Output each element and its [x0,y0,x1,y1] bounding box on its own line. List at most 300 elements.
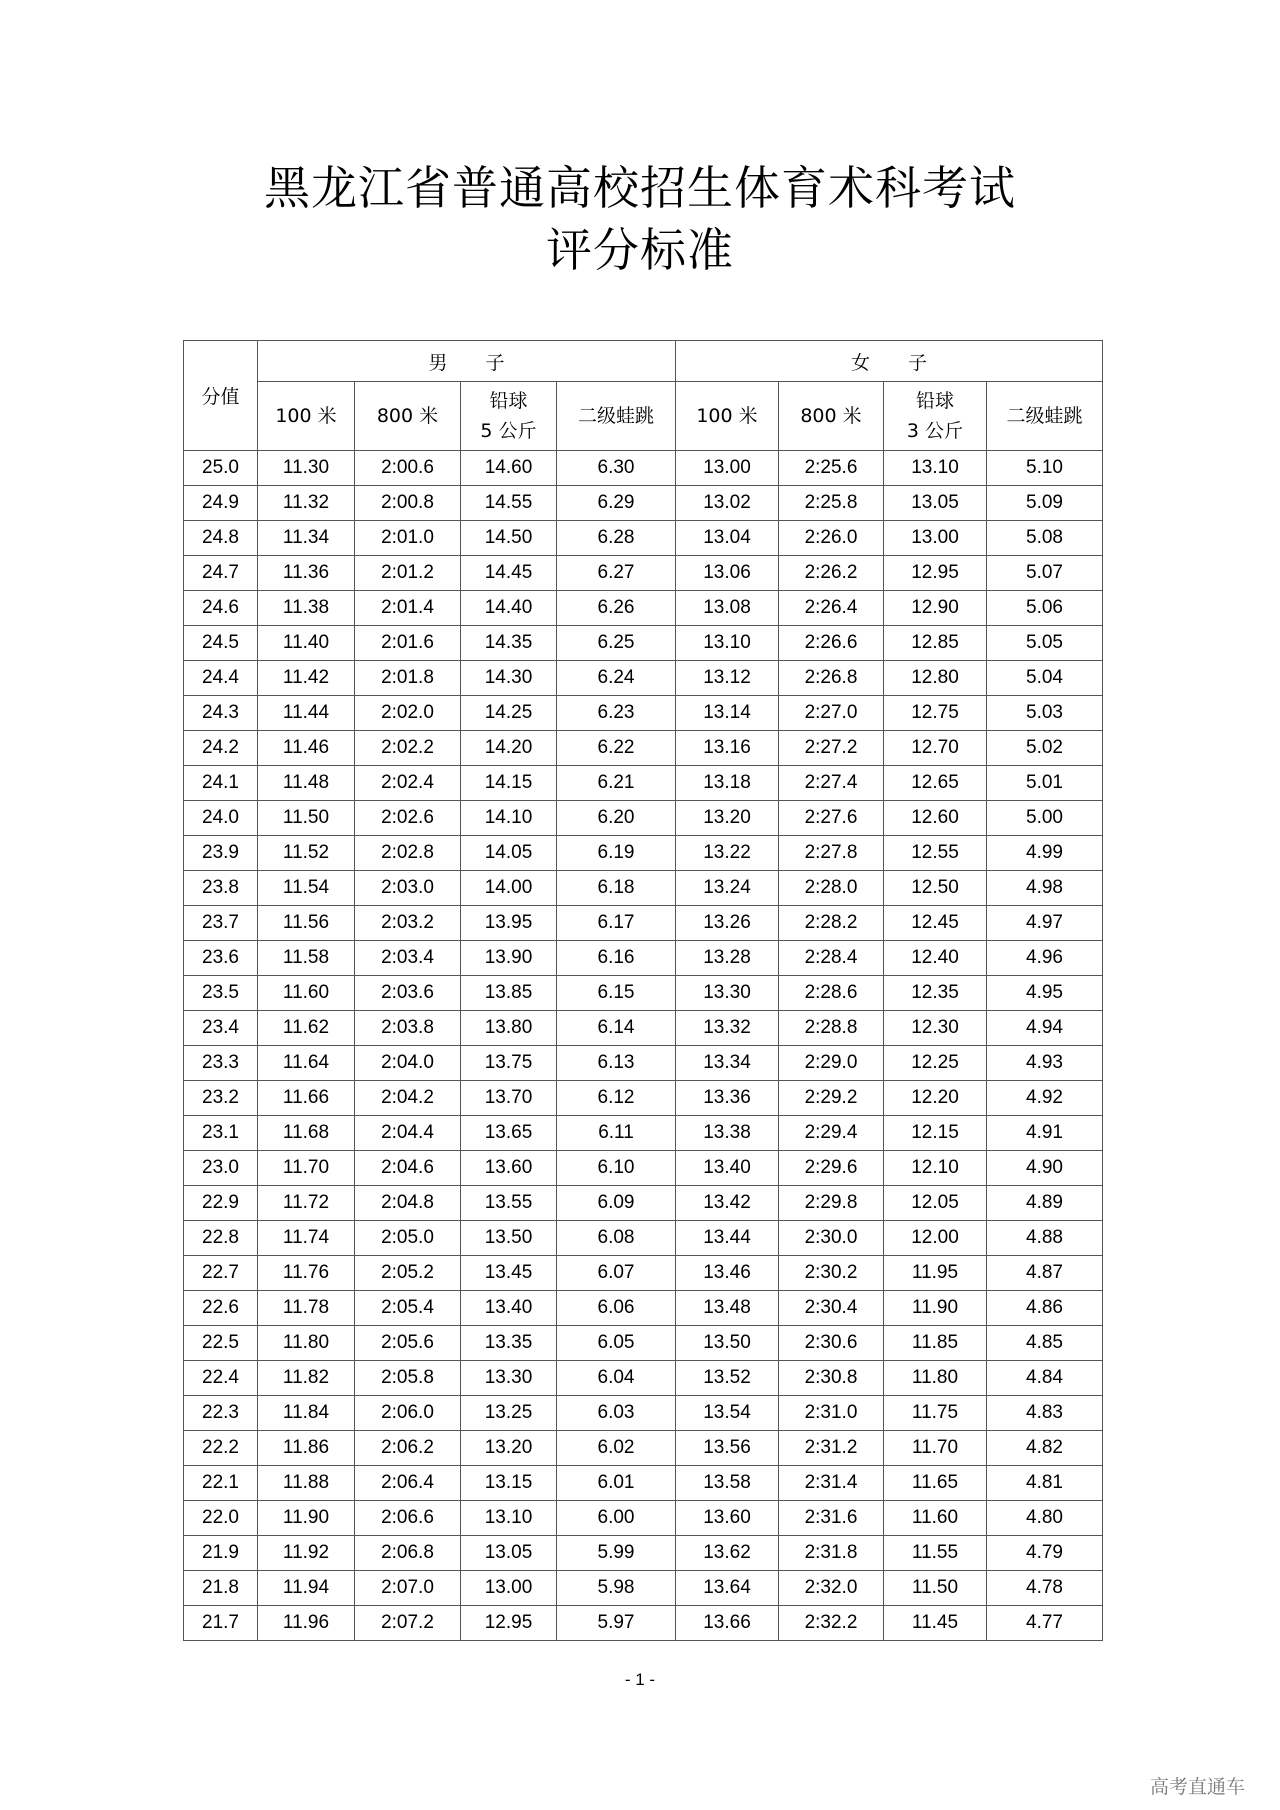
value-cell: 2:07.2 [355,1606,461,1641]
value-cell: 13.60 [676,1501,779,1536]
value-cell: 2:31.2 [779,1431,884,1466]
table-row [184,801,1103,836]
score-cell: 23.4 [184,1011,258,1046]
score-cell: 24.9 [184,486,258,521]
value-cell: 6.13 [557,1046,676,1081]
value-cell: 2:30.2 [779,1256,884,1291]
value-cell: 4.83 [987,1396,1103,1431]
value-cell: 2:29.6 [779,1151,884,1186]
value-cell: 2:06.4 [355,1466,461,1501]
value-cell: 13.22 [676,836,779,871]
value-cell: 2:28.8 [779,1011,884,1046]
value-cell: 11.34 [258,521,355,556]
value-cell: 2:28.0 [779,871,884,906]
value-cell: 13.30 [676,976,779,1011]
value-cell: 4.87 [987,1256,1103,1291]
score-cell: 22.5 [184,1326,258,1361]
score-cell: 23.2 [184,1081,258,1116]
value-cell: 4.92 [987,1081,1103,1116]
value-cell: 6.05 [557,1326,676,1361]
value-cell: 11.95 [884,1256,987,1291]
value-cell: 2:06.8 [355,1536,461,1571]
value-cell: 11.40 [258,626,355,661]
value-cell: 2:04.6 [355,1151,461,1186]
value-cell: 4.88 [987,1221,1103,1256]
table-row [184,486,1103,521]
value-cell: 2:28.6 [779,976,884,1011]
value-cell: 2:05.2 [355,1256,461,1291]
value-cell: 2:03.2 [355,906,461,941]
value-cell: 13.14 [676,696,779,731]
value-cell: 13.40 [676,1151,779,1186]
value-cell: 4.99 [987,836,1103,871]
score-cell: 22.1 [184,1466,258,1501]
value-cell: 6.12 [557,1081,676,1116]
value-cell: 13.38 [676,1116,779,1151]
value-cell: 4.89 [987,1186,1103,1221]
value-cell: 13.44 [676,1221,779,1256]
value-cell: 12.45 [884,906,987,941]
value-cell: 2:01.6 [355,626,461,661]
value-cell: 4.95 [987,976,1103,1011]
value-cell: 6.25 [557,626,676,661]
value-cell: 12.70 [884,731,987,766]
value-cell: 6.28 [557,521,676,556]
score-cell: 23.1 [184,1116,258,1151]
value-cell: 2:28.4 [779,941,884,976]
value-cell: 13.08 [676,591,779,626]
value-cell: 13.28 [676,941,779,976]
value-cell: 13.00 [676,451,779,486]
value-cell: 5.08 [987,521,1103,556]
value-cell: 13.34 [676,1046,779,1081]
value-cell: 6.24 [557,661,676,696]
value-cell: 11.30 [258,451,355,486]
value-cell: 6.15 [557,976,676,1011]
value-cell: 2:02.0 [355,696,461,731]
value-cell: 6.20 [557,801,676,836]
score-cell: 23.5 [184,976,258,1011]
value-cell: 11.68 [258,1116,355,1151]
table-row [184,1291,1103,1326]
score-cell: 25.0 [184,451,258,486]
value-cell: 11.56 [258,906,355,941]
value-cell: 2:26.0 [779,521,884,556]
score-cell: 23.7 [184,906,258,941]
value-cell: 11.85 [884,1326,987,1361]
score-header: 分值 [184,341,258,451]
value-cell: 13.20 [676,801,779,836]
value-cell: 4.93 [987,1046,1103,1081]
value-cell: 13.04 [676,521,779,556]
value-cell: 4.91 [987,1116,1103,1151]
score-cell: 23.9 [184,836,258,871]
value-cell: 2:30.4 [779,1291,884,1326]
value-cell: 6.30 [557,451,676,486]
value-cell: 13.85 [461,976,557,1011]
value-cell: 6.07 [557,1256,676,1291]
table-row [184,731,1103,766]
value-cell: 12.55 [884,836,987,871]
value-cell: 6.01 [557,1466,676,1501]
value-cell: 14.35 [461,626,557,661]
value-cell: 4.79 [987,1536,1103,1571]
value-cell: 2:30.6 [779,1326,884,1361]
table-row [184,1431,1103,1466]
table-row [184,976,1103,1011]
value-cell: 2:27.6 [779,801,884,836]
value-cell: 11.90 [884,1291,987,1326]
value-cell: 14.20 [461,731,557,766]
score-cell: 22.3 [184,1396,258,1431]
value-cell: 6.26 [557,591,676,626]
value-cell: 12.95 [884,556,987,591]
table-row [184,591,1103,626]
value-cell: 13.05 [461,1536,557,1571]
value-cell: 2:26.4 [779,591,884,626]
value-cell: 6.16 [557,941,676,976]
value-cell: 4.90 [987,1151,1103,1186]
value-cell: 12.80 [884,661,987,696]
value-cell: 6.17 [557,906,676,941]
value-cell: 2:31.6 [779,1501,884,1536]
value-cell: 11.80 [258,1326,355,1361]
value-cell: 11.65 [884,1466,987,1501]
value-cell: 6.22 [557,731,676,766]
score-cell: 22.0 [184,1501,258,1536]
value-cell: 2:04.8 [355,1186,461,1221]
value-cell: 6.29 [557,486,676,521]
score-cell: 22.4 [184,1361,258,1396]
watermark: 高考直通车 [1150,1776,1246,1798]
score-cell: 22.7 [184,1256,258,1291]
value-cell: 6.06 [557,1291,676,1326]
table-row [184,1571,1103,1606]
value-cell: 13.45 [461,1256,557,1291]
value-cell: 13.70 [461,1081,557,1116]
value-cell: 2:03.6 [355,976,461,1011]
male-column-header: 二级蛙跳 [557,382,676,451]
page-number: - 1 - [624,1670,656,1689]
value-cell: 13.00 [884,521,987,556]
value-cell: 4.85 [987,1326,1103,1361]
value-cell: 13.95 [461,906,557,941]
value-cell: 11.60 [884,1501,987,1536]
value-cell: 13.05 [884,486,987,521]
value-cell: 4.82 [987,1431,1103,1466]
value-cell: 13.64 [676,1571,779,1606]
value-cell: 12.75 [884,696,987,731]
value-cell: 13.10 [461,1501,557,1536]
value-cell: 6.04 [557,1361,676,1396]
value-cell: 2:07.0 [355,1571,461,1606]
table-row [184,451,1103,486]
value-cell: 13.35 [461,1326,557,1361]
value-cell: 2:03.8 [355,1011,461,1046]
value-cell: 2:30.8 [779,1361,884,1396]
value-cell: 13.42 [676,1186,779,1221]
value-cell: 6.21 [557,766,676,801]
value-cell: 5.04 [987,661,1103,696]
value-cell: 2:26.2 [779,556,884,591]
score-cell: 22.2 [184,1431,258,1466]
value-cell: 2:31.4 [779,1466,884,1501]
scoring-table [183,340,1103,1641]
value-cell: 13.10 [676,626,779,661]
table-row [184,1081,1103,1116]
value-cell: 11.70 [258,1151,355,1186]
value-cell: 4.77 [987,1606,1103,1641]
value-cell: 6.18 [557,871,676,906]
value-cell: 6.27 [557,556,676,591]
male-header: 男子 [258,341,676,382]
score-cell: 23.0 [184,1151,258,1186]
table-row [184,1606,1103,1641]
table-row [184,626,1103,661]
table-row [184,766,1103,801]
value-cell: 11.64 [258,1046,355,1081]
value-cell: 11.50 [884,1571,987,1606]
value-cell: 5.02 [987,731,1103,766]
value-cell: 14.45 [461,556,557,591]
value-cell: 11.88 [258,1466,355,1501]
value-cell: 11.52 [258,836,355,871]
value-cell: 11.84 [258,1396,355,1431]
value-cell: 13.40 [461,1291,557,1326]
value-cell: 11.72 [258,1186,355,1221]
value-cell: 13.25 [461,1396,557,1431]
value-cell: 11.55 [884,1536,987,1571]
score-cell: 24.7 [184,556,258,591]
value-cell: 12.25 [884,1046,987,1081]
value-cell: 5.03 [987,696,1103,731]
value-cell: 13.48 [676,1291,779,1326]
value-cell: 2:31.0 [779,1396,884,1431]
score-cell: 21.8 [184,1571,258,1606]
value-cell: 13.62 [676,1536,779,1571]
value-cell: 4.84 [987,1361,1103,1396]
score-cell: 24.0 [184,801,258,836]
value-cell: 12.90 [884,591,987,626]
value-cell: 12.40 [884,941,987,976]
value-cell: 6.23 [557,696,676,731]
value-cell: 12.30 [884,1011,987,1046]
value-cell: 13.18 [676,766,779,801]
value-cell: 5.06 [987,591,1103,626]
value-cell: 2:27.4 [779,766,884,801]
value-cell: 13.56 [676,1431,779,1466]
score-cell: 22.8 [184,1221,258,1256]
value-cell: 13.20 [461,1431,557,1466]
male-column-header: 100 米 [258,382,355,451]
value-cell: 11.58 [258,941,355,976]
value-cell: 2:01.2 [355,556,461,591]
value-cell: 13.16 [676,731,779,766]
value-cell: 13.60 [461,1151,557,1186]
value-cell: 2:01.4 [355,591,461,626]
value-cell: 2:26.6 [779,626,884,661]
table-row [184,661,1103,696]
value-cell: 4.94 [987,1011,1103,1046]
value-cell: 13.55 [461,1186,557,1221]
value-cell: 11.62 [258,1011,355,1046]
value-cell: 14.50 [461,521,557,556]
value-cell: 11.74 [258,1221,355,1256]
score-cell: 21.7 [184,1606,258,1641]
score-cell: 24.2 [184,731,258,766]
value-cell: 2:06.6 [355,1501,461,1536]
value-cell: 13.02 [676,486,779,521]
table-row [184,906,1103,941]
value-cell: 11.86 [258,1431,355,1466]
value-cell: 4.96 [987,941,1103,976]
value-cell: 13.66 [676,1606,779,1641]
value-cell: 2:00.8 [355,486,461,521]
score-cell: 22.6 [184,1291,258,1326]
value-cell: 2:02.4 [355,766,461,801]
score-cell: 23.8 [184,871,258,906]
value-cell: 2:01.8 [355,661,461,696]
value-cell: 13.26 [676,906,779,941]
female-column-header: 800 米 [779,382,884,451]
value-cell: 11.32 [258,486,355,521]
table-row [184,1186,1103,1221]
value-cell: 14.05 [461,836,557,871]
table-row [184,696,1103,731]
value-cell: 2:05.6 [355,1326,461,1361]
value-cell: 14.30 [461,661,557,696]
value-cell: 2:02.2 [355,731,461,766]
value-cell: 5.09 [987,486,1103,521]
value-cell: 2:25.6 [779,451,884,486]
value-cell: 11.75 [884,1396,987,1431]
value-cell: 12.95 [461,1606,557,1641]
value-cell: 2:27.2 [779,731,884,766]
value-cell: 2:32.2 [779,1606,884,1641]
value-cell: 12.85 [884,626,987,661]
table-row [184,1396,1103,1431]
document-subtitle: 评分标准 [546,223,734,277]
score-cell: 23.3 [184,1046,258,1081]
table-row [184,1221,1103,1256]
value-cell: 6.08 [557,1221,676,1256]
value-cell: 13.90 [461,941,557,976]
score-cell: 24.6 [184,591,258,626]
value-cell: 6.19 [557,836,676,871]
score-cell: 24.5 [184,626,258,661]
value-cell: 6.03 [557,1396,676,1431]
value-cell: 13.36 [676,1081,779,1116]
document-title: 黑龙江省普通高校招生体育术科考试 [264,161,1016,215]
value-cell: 13.12 [676,661,779,696]
table-row [184,1536,1103,1571]
score-cell: 24.4 [184,661,258,696]
value-cell: 11.94 [258,1571,355,1606]
value-cell: 2:03.0 [355,871,461,906]
value-cell: 2:05.4 [355,1291,461,1326]
value-cell: 6.02 [557,1431,676,1466]
value-cell: 4.97 [987,906,1103,941]
table-row [184,1501,1103,1536]
value-cell: 12.20 [884,1081,987,1116]
value-cell: 13.50 [461,1221,557,1256]
male-column-header: 800 米 [355,382,461,451]
female-column-header: 100 米 [676,382,779,451]
value-cell: 2:04.4 [355,1116,461,1151]
value-cell: 5.98 [557,1571,676,1606]
value-cell: 4.80 [987,1501,1103,1536]
value-cell: 14.15 [461,766,557,801]
value-cell: 12.15 [884,1116,987,1151]
value-cell: 13.30 [461,1361,557,1396]
value-cell: 6.14 [557,1011,676,1046]
female-column-header: 铅球 3 公斤 [884,382,987,451]
value-cell: 11.76 [258,1256,355,1291]
value-cell: 13.15 [461,1466,557,1501]
value-cell: 14.55 [461,486,557,521]
value-cell: 11.50 [258,801,355,836]
score-cell: 21.9 [184,1536,258,1571]
value-cell: 13.50 [676,1326,779,1361]
value-cell: 13.65 [461,1116,557,1151]
female-header: 女子 [676,341,1103,382]
value-cell: 13.54 [676,1396,779,1431]
value-cell: 6.00 [557,1501,676,1536]
value-cell: 12.50 [884,871,987,906]
value-cell: 13.52 [676,1361,779,1396]
value-cell: 11.92 [258,1536,355,1571]
value-cell: 2:29.0 [779,1046,884,1081]
value-cell: 12.10 [884,1151,987,1186]
table-row [184,1361,1103,1396]
value-cell: 2:03.4 [355,941,461,976]
table-row [184,871,1103,906]
value-cell: 4.78 [987,1571,1103,1606]
value-cell: 2:28.2 [779,906,884,941]
value-cell: 2:06.0 [355,1396,461,1431]
value-cell: 11.44 [258,696,355,731]
value-cell: 5.10 [987,451,1103,486]
value-cell: 13.06 [676,556,779,591]
value-cell: 2:04.2 [355,1081,461,1116]
value-cell: 4.98 [987,871,1103,906]
value-cell: 11.48 [258,766,355,801]
value-cell: 2:00.6 [355,451,461,486]
value-cell: 12.00 [884,1221,987,1256]
value-cell: 2:25.8 [779,486,884,521]
value-cell: 2:31.8 [779,1536,884,1571]
table-row [184,1116,1103,1151]
table-row [184,1326,1103,1361]
value-cell: 11.36 [258,556,355,591]
value-cell: 13.58 [676,1466,779,1501]
value-cell: 11.46 [258,731,355,766]
value-cell: 11.82 [258,1361,355,1396]
table-row [184,836,1103,871]
value-cell: 12.05 [884,1186,987,1221]
value-cell: 11.66 [258,1081,355,1116]
value-cell: 12.60 [884,801,987,836]
table-row [184,556,1103,591]
value-cell: 2:27.0 [779,696,884,731]
value-cell: 6.09 [557,1186,676,1221]
table-row [184,1011,1103,1046]
score-cell: 23.6 [184,941,258,976]
table-row [184,1151,1103,1186]
value-cell: 5.01 [987,766,1103,801]
value-cell: 4.81 [987,1466,1103,1501]
table-row [184,941,1103,976]
